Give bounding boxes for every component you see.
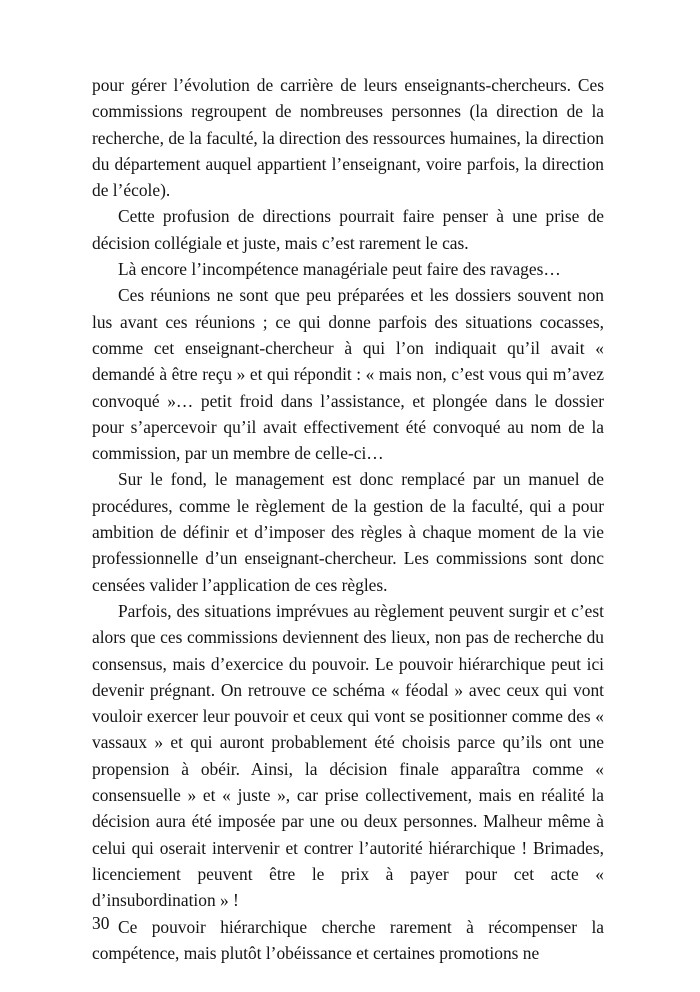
paragraph-manuel-procedures: Sur le fond, le management est donc remplacé par un manuel de procédures, comme le règlement de la gestion de la faculté, qui a pour ambition de définir et d’imposer des règles à chaque moment de la vie professionnelle d’un enseignant-chercheur. Les commissions sont donc censées valider l’application de ces règles. [92,469,604,595]
paragraph-profusion-directions: Cette profusion de directions pourrait faire penser à une prise de décision collégiale et juste, mais c’est rarement le cas. [92,206,604,253]
paragraph-situations-imprevues: Parfois, des situations imprévues au règlement peuvent surgir et c’est alors que ces commissions deviennent des lieux, non pas de recherche du consensus, mais d’exercice du pouvoir. Le pouvoir hiérarchique peut ici devenir prégnant. On retrouve ce schéma « féodal » avec ceux qui vont vouloir exercer leur pouvoir et ceux qui vont se positionner comme des « vassaux » et qui auront probablement été choisis parce qu’ils ont une propension à obéir. Ainsi, la décision finale apparaîtra comme « consensuelle » et « juste », car prise collectivement, mais en réalité la décision aura été imposée par une ou deux personnes. Malheur même à celui qui oserait intervenir et contrer l’autorité hiérarchique ! Brimades, licenciement peuvent être le prix à payer pour cet acte « d’insubordination » ! [92,600,604,911]
paragraph-incompetence: Là encore l’incompétence managériale peut faire des ravages… [118,259,561,280]
paragraph-reunions: Ces réunions ne sont que peu préparées et les dossiers souvent non lus avant ces réunions ; ce qui donne parfois des situations cocasses, comme cet enseignant-chercheur à qui l’on indiquait qu’il avait « demandé à être reçu » et qui répondit : « mais non, c’est vous qui m’avez convoqué »… petit froid dans l’assistance, et plongée dans le dossier pour s’apercevoir qu’il avait effectivement été convoqué au nom de la commission, par un membre de celle-ci… [92,285,604,464]
paragraph-pouvoir-hierarchique: Ce pouvoir hiérarchique cherche rarement à récompenser la compétence, mais plutôt l’obéissance et certaines promotions ne [92,916,604,963]
paragraph-continuation: pour gérer l’évolution de carrière de leurs enseignants-chercheurs. Ces commissions regroupent de nombreuses personnes (la direction de la recherche, de la faculté, la direction des ressources humaines, la direction du département auquel appartient l’enseignant, voire parfois, la direction de l’école). [92,75,604,201]
page-body [92,72,604,966]
page-number: 30 [92,913,110,933]
